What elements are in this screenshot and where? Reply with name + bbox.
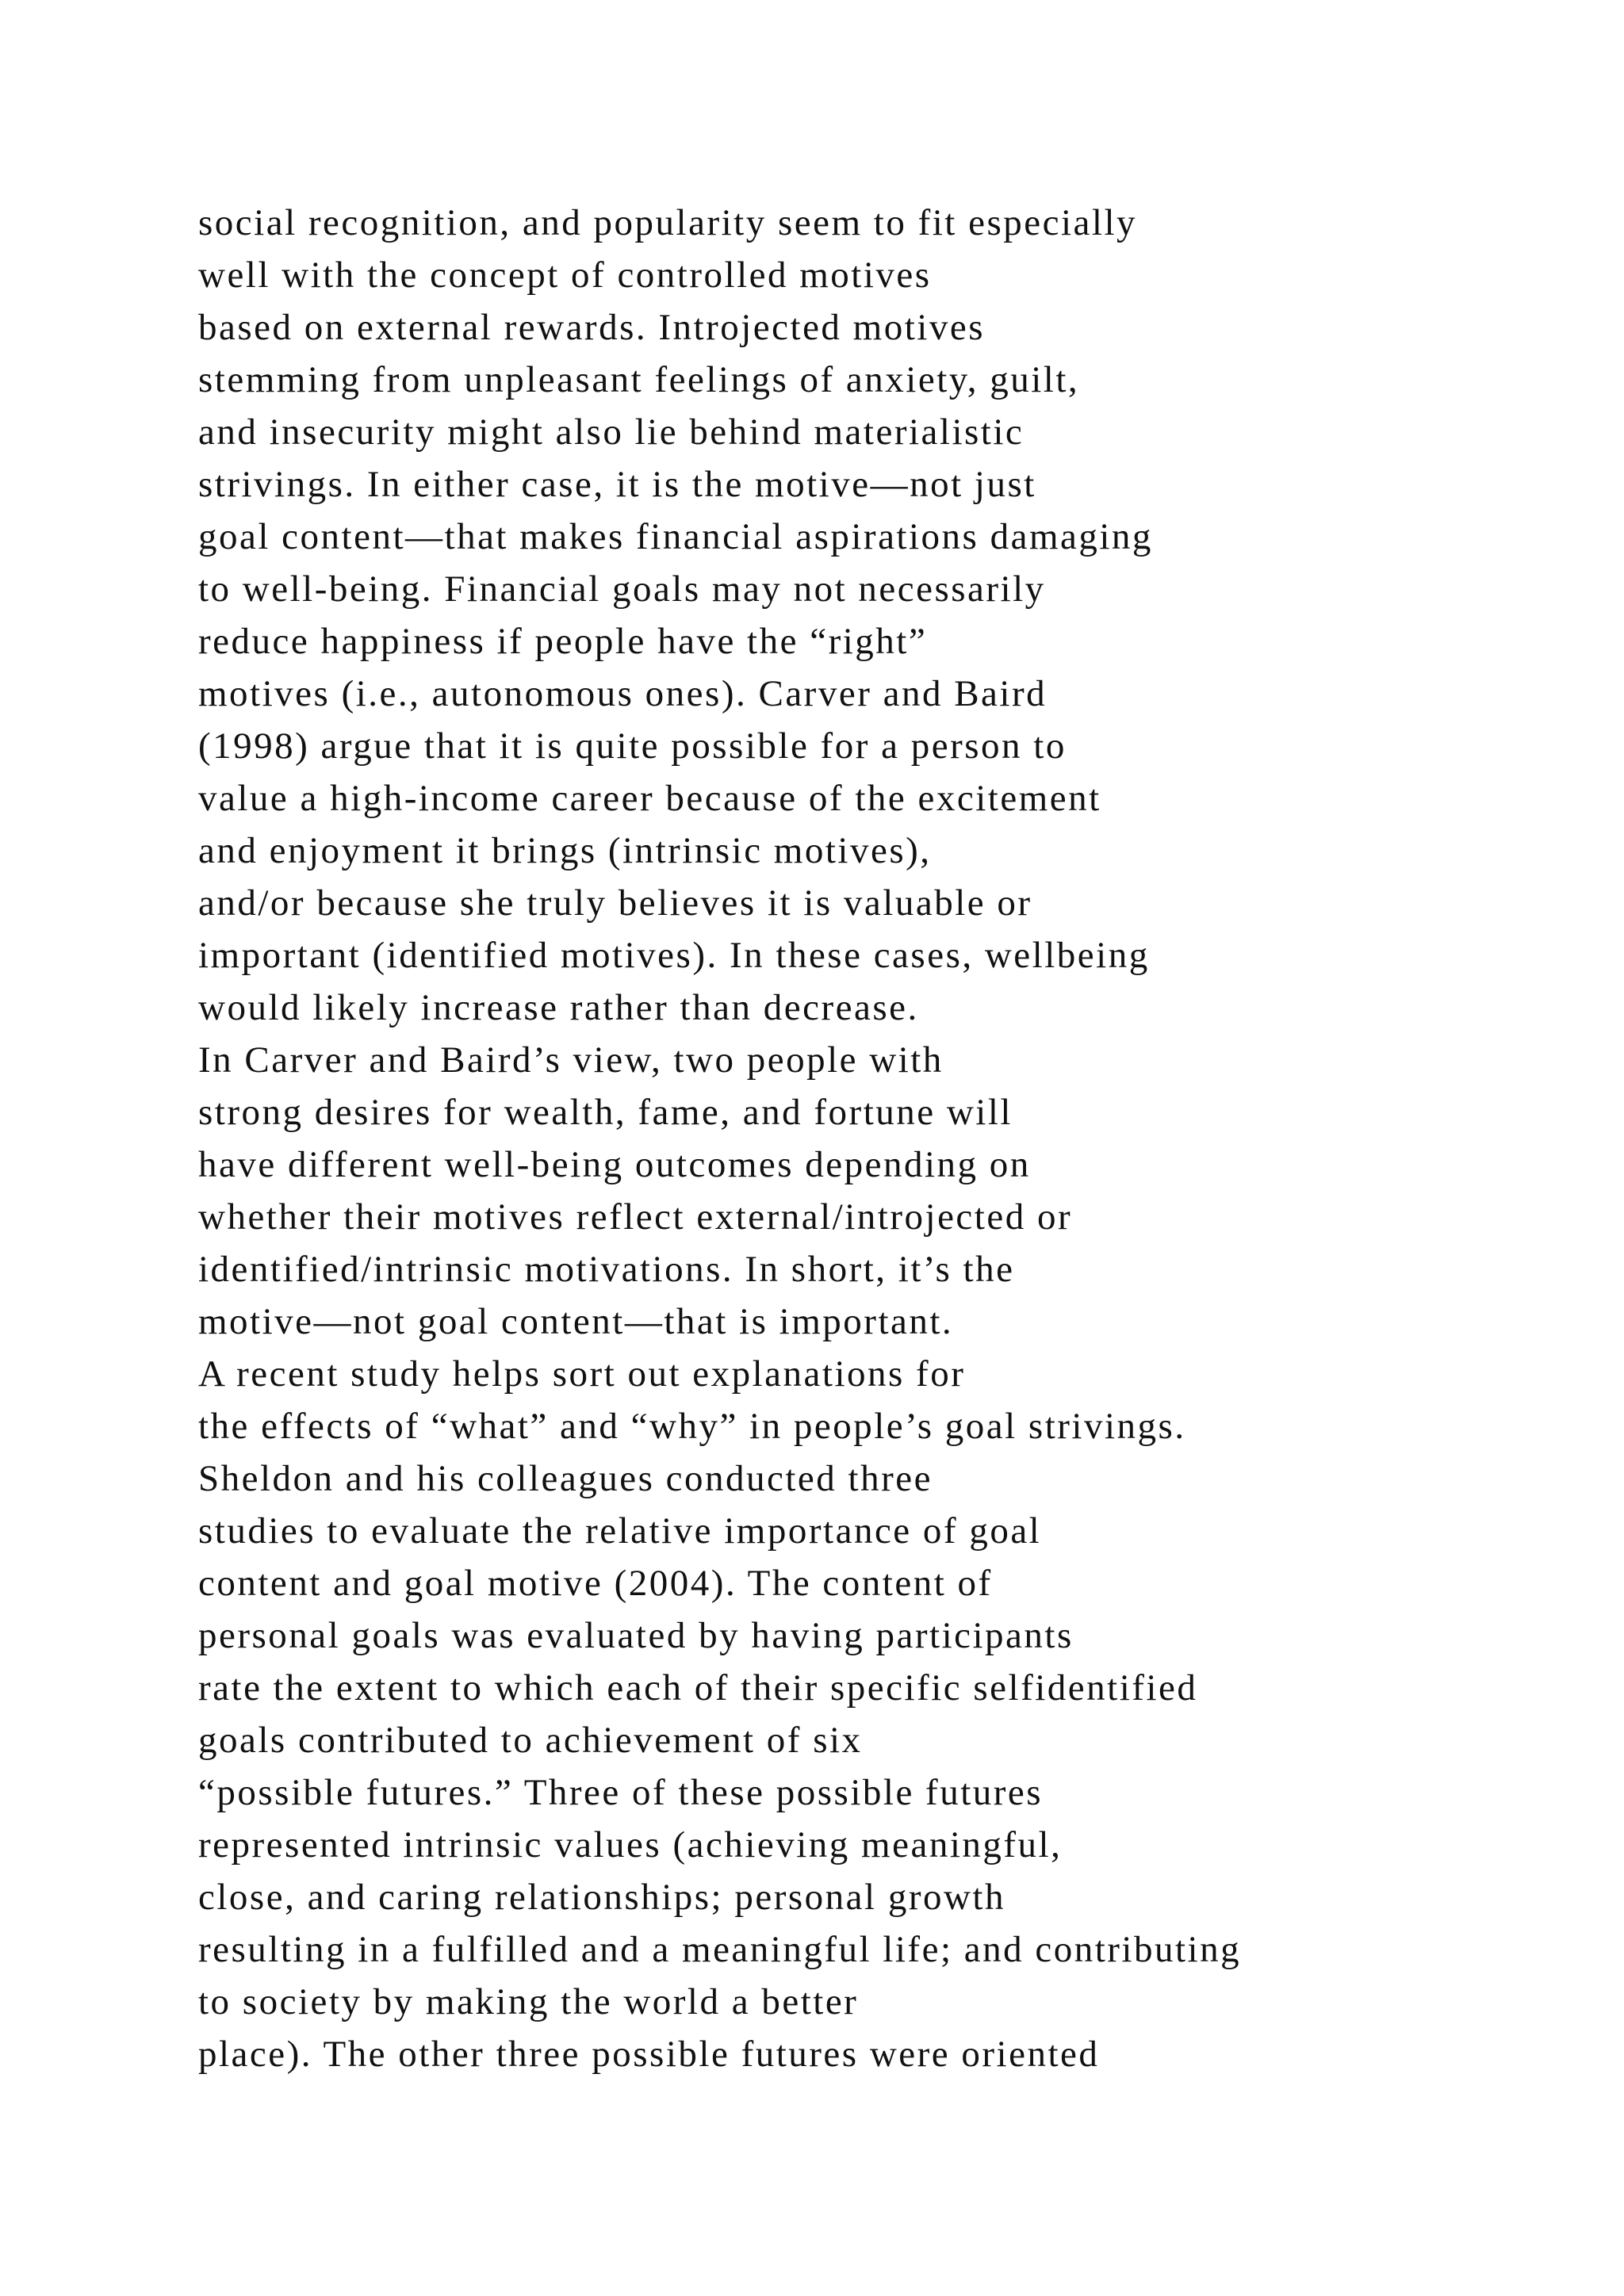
text-line: represented intrinsic values (achieving meaningful, [198,1824,1063,1866]
text-line: (1998) argue that it is quite possible for a person to [198,725,1067,767]
text-line: personal goals was evaluated by having participants [198,1615,1074,1656]
text-line: reduce happiness if people have the “right” [198,621,928,662]
text-line: based on external rewards. Introjected motives [198,307,986,348]
text-line: rate the extent to which each of their specific selfidentified [198,1667,1198,1709]
body-text [198,197,1594,2080]
text-line: close, and caring relationships; personal growth [198,1877,1005,1918]
text-line: goals contributed to achievement of six [198,1720,863,1761]
text-line: motives (i.e., autonomous ones). Carver and Baird [198,673,1048,714]
text-line: Sheldon and his colleagues conducted three [198,1458,933,1499]
text-line: place). The other three possible futures were oriented [198,2034,1100,2075]
text-line: goal content—that makes financial aspirations damaging [198,516,1153,557]
text-line: resulting in a fulfilled and a meaningful life; and contributing [198,1929,1242,1970]
text-line: “possible futures.” Three of these possible futures [198,1772,1044,1813]
text-line: stemming from unpleasant feelings of anxiety, guilt, [198,359,1080,400]
text-line: have different well-being outcomes depending on [198,1144,1031,1185]
text-line: important (identified motives). In these cases, wellbeing [198,935,1150,976]
text-line: studies to evaluate the relative importance of goal [198,1510,1042,1552]
text-line: would likely increase rather than decrease. [198,987,919,1028]
text-line: and insecurity might also lie behind materialistic [198,411,1025,453]
text-line: content and goal motive (2004). The content of [198,1563,993,1604]
text-line: and/or because she truly believes it is valuable or [198,882,1032,924]
text-line: well with the concept of controlled motives [198,254,932,296]
text-line: social recognition, and popularity seem to fit especially [198,202,1138,243]
text-line: motive—not goal content—that is important. [198,1301,954,1342]
text-line: value a high-income career because of the excitement [198,778,1101,819]
text-line: strong desires for wealth, fame, and fortune will [198,1092,1013,1133]
text-line: the effects of “what” and “why” in people’s goal strivings. [198,1406,1186,1447]
text-line: whether their motives reflect external/introjected or [198,1196,1073,1238]
text-line: identified/intrinsic motivations. In short, it’s the [198,1249,1015,1290]
text-line: A recent study helps sort out explanations for [198,1353,966,1395]
text-line: In Carver and Baird’s view, two people with [198,1039,944,1081]
text-line: to well-being. Financial goals may not necessarily [198,568,1046,610]
text-line: strivings. In either case, it is the motive—not just [198,464,1036,505]
text-line: to society by making the world a better [198,1981,859,2022]
text-line: and enjoyment it brings (intrinsic motives), [198,830,932,871]
